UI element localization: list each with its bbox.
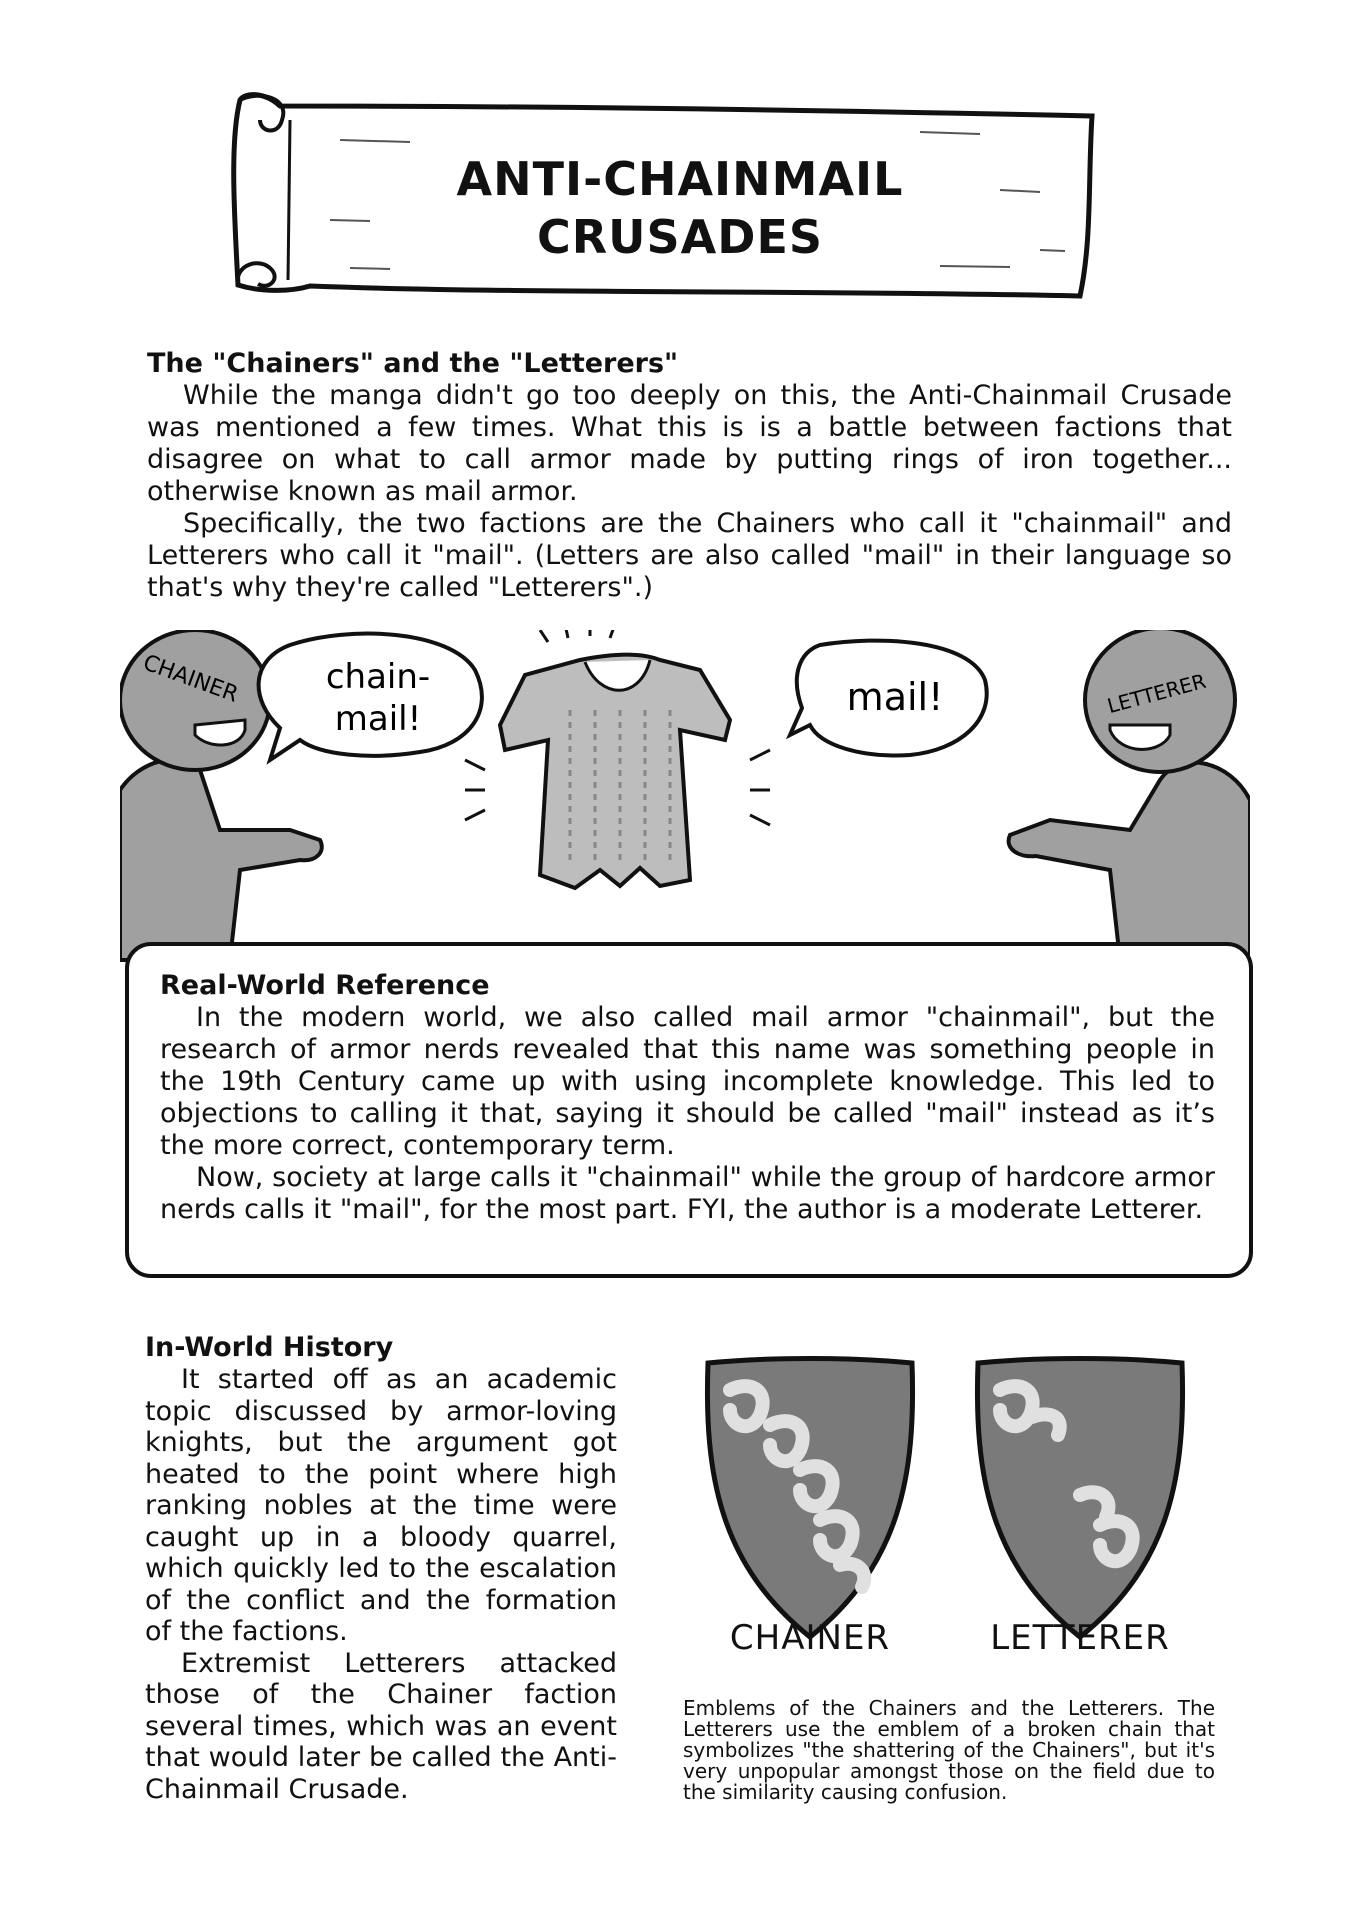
section-chainers-letterers [147,348,1232,604]
paragraph: Specifically, the two factions are the Chainers who call it "chainmail" and Letterers who call it "mail". (Letters are also called "mail" in their language so that's why they're called "Letterers".) [147,508,1232,603]
paragraph: Extremist Letterers attacked those of the Chainer faction several times, which was an event that would later be called the Anti-Chainmail Crusade. [145,1647,617,1805]
letterer-emblem-icon [970,1355,1190,1645]
letterer-speech-bubble [790,641,987,756]
letterer-speech-text: mail! [846,675,944,719]
chainer-head-label: CHAINER [139,650,242,708]
letterer-head-label: LETTERER [1104,668,1209,719]
paragraph: It started off as an academic topic discussed by armor-loving knights, but the argument got heated to the point where high ranking nobles at the time were caught up in a bloody quarrel, which quickly led to the escalation of the conflict and the formation of the factions. [145,1364,617,1647]
argument-illustration [120,630,1250,970]
chainer-emblem-icon [700,1355,920,1645]
page-title-line2: CRUSADES [537,210,823,264]
chainer-emblem-label: CHAINER [729,1618,891,1658]
section-heading: Real-World Reference [160,970,490,1001]
letterer-emblem-label: LETTERER [990,1618,1170,1658]
chainer-speech-line1: chain- [325,657,431,697]
section-heading: The "Chainers" and the "Letterers" [147,348,679,379]
page-title [430,150,930,266]
letterer-figure [1009,630,1250,960]
section-real-world-reference [160,970,1215,1226]
emblem-caption: Emblems of the Chainers and the Letterers. The Letterers use the emblem of a broken chain that symbolizes "the shattering of the Chainers", but it's very unpopular amongst those on the field due to the similarity causing confusion. [683,1696,1215,1804]
page-title-line1: ANTI-CHAINMAIL [456,152,904,206]
section-heading: In-World History [145,1332,394,1363]
paragraph: Now, society at large calls it "chainmail" while the group of hardcore armor nerds calls it "mail", for the most part. FYI, the author is a moderate Letterer. [160,1162,1215,1225]
paragraph: In the modern world, we also called mail armor "chainmail", but the research of armor nerds revealed that this name was something people in the 19th Century came up with using incomplete knowledge. This led to objections to calling it that, saying it should be called "mail" instead as it’s the more correct, contemporary term. [160,1002,1215,1161]
mail-shirt-icon [465,630,770,888]
paragraph: While the manga didn't go too deeply on this, the Anti-Chainmail Crusade was mentioned a few times. What this is is a battle between factions that disagree on what to call armor made by putting rings of iron together... otherwise known as mail armor. [147,380,1232,507]
chainer-speech-line2: mail! [334,699,422,739]
section-in-world-history [145,1332,617,1805]
chainer-speech-bubble [259,634,482,760]
